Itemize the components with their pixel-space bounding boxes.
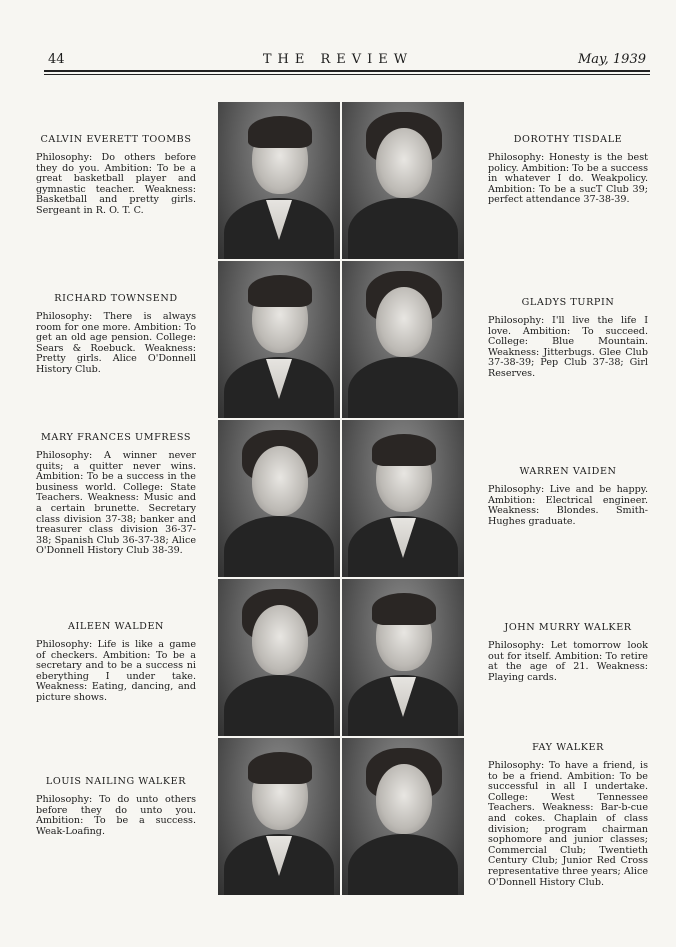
student-name: FAY WALKER xyxy=(532,742,604,753)
student-name: JOHN MURRY WALKER xyxy=(504,622,632,633)
journal-title: THE REVIEW xyxy=(262,52,414,67)
student-bio xyxy=(488,742,648,888)
student-text: Philosophy: Live and be happy. Ambition: Electrical engineer. Weakness: Blondes. Smith-Hughes graduate. xyxy=(488,484,648,527)
student-portrait xyxy=(342,579,464,736)
student-name: WARREN VAIDEN xyxy=(519,466,617,477)
student-portrait xyxy=(218,261,340,418)
student-portrait xyxy=(218,420,340,577)
page-number: 44 xyxy=(48,52,65,67)
student-text: Philosophy: Do others before they do you. Ambition: To be a great basketball player and gymnastic teacher. Weakness: Basketball and pretty girls. Sergeant in R. O. T. C. xyxy=(36,152,196,216)
student-text: Philosophy: Let tomorrow look out for itself. Ambition: To retire at the age of 21. Weakness: Playing cards. xyxy=(488,640,648,683)
student-text: Philosophy: To do unto others before they do unto you. Ambition: To be a success. Weak-Loafing. xyxy=(36,794,196,837)
header-rule xyxy=(44,70,650,72)
student-name: AILEEN WALDEN xyxy=(67,621,165,632)
student-text: Philosophy: I'll live the life I love. Ambition: To succeed. College: Blue Mountain. Weakness: Jitterbugs. Glee Club 37-38-39; Pep Club 37-38; Girl Reserves. xyxy=(488,315,648,379)
student-name: GLADYS TURPIN xyxy=(521,297,615,308)
student-portrait xyxy=(218,102,340,259)
page-header xyxy=(0,52,676,72)
student-text: Philosophy: To have a friend, is to be a friend. Ambition: To be successful in all I undertake. College: West Tennessee Teachers. Weakness: Bar-b-cue and cokes. Chaplain of class division; program chairman sophomore and junior classes; Commercial Club; Twentieth Century Club; Junior Red Cross representative three years; Alice O'Donnell History Club. xyxy=(488,760,648,888)
student-bio xyxy=(488,466,648,527)
student-portrait xyxy=(342,102,464,259)
student-portrait xyxy=(342,261,464,418)
student-name: RICHARD TOWNSEND xyxy=(54,293,178,304)
student-name: CALVIN EVERETT TOOMBS xyxy=(40,134,192,145)
student-text: Philosophy: Life is like a game of checkers. Ambition: To be a secretary and to be a success ni eberything I under take. Weakness: Eating, dancing, and picture shows. xyxy=(36,639,196,703)
student-name: DOROTHY TISDALE xyxy=(513,134,623,145)
student-portrait xyxy=(218,579,340,736)
student-text: Philosophy: Honesty is the best policy. Ambition: To be a success in whatever I do. Weakpolicy. Ambition: To be a sucT Club 39; perfect attendance 37-38-39. xyxy=(488,152,648,206)
student-portrait xyxy=(342,420,464,577)
student-bio xyxy=(36,432,196,557)
student-bio xyxy=(36,293,196,376)
student-name: LOUIS NAILING WALKER xyxy=(45,776,187,787)
issue-date: May, 1939 xyxy=(577,52,646,67)
student-portrait xyxy=(218,738,340,895)
student-name: MARY FRANCES UMFRESS xyxy=(41,432,191,443)
student-bio xyxy=(36,134,196,217)
student-portrait xyxy=(342,738,464,895)
student-bio xyxy=(488,134,648,206)
header-rule-thin xyxy=(44,74,650,75)
student-text: Philosophy: A winner never quits; a quitter never wins. Ambition: To be a success in the business world. College: State Teachers. Weakness: Music and a certain brunette. Secretary class division 37-38; banker and treasurer class division 36-37-38; Spanish Club 36-37-38; Alice O'Donnell History Club 38-39. xyxy=(36,450,196,557)
student-bio xyxy=(36,621,196,704)
student-text: Philosophy: There is always room for one more. Ambition: To get an old age pension. College: Sears & Roebuck. Weakness: Pretty girls. Alice O'Donnell History Club. xyxy=(36,311,196,375)
student-bio xyxy=(36,776,196,837)
student-bio xyxy=(488,622,648,683)
student-bio xyxy=(488,297,648,380)
